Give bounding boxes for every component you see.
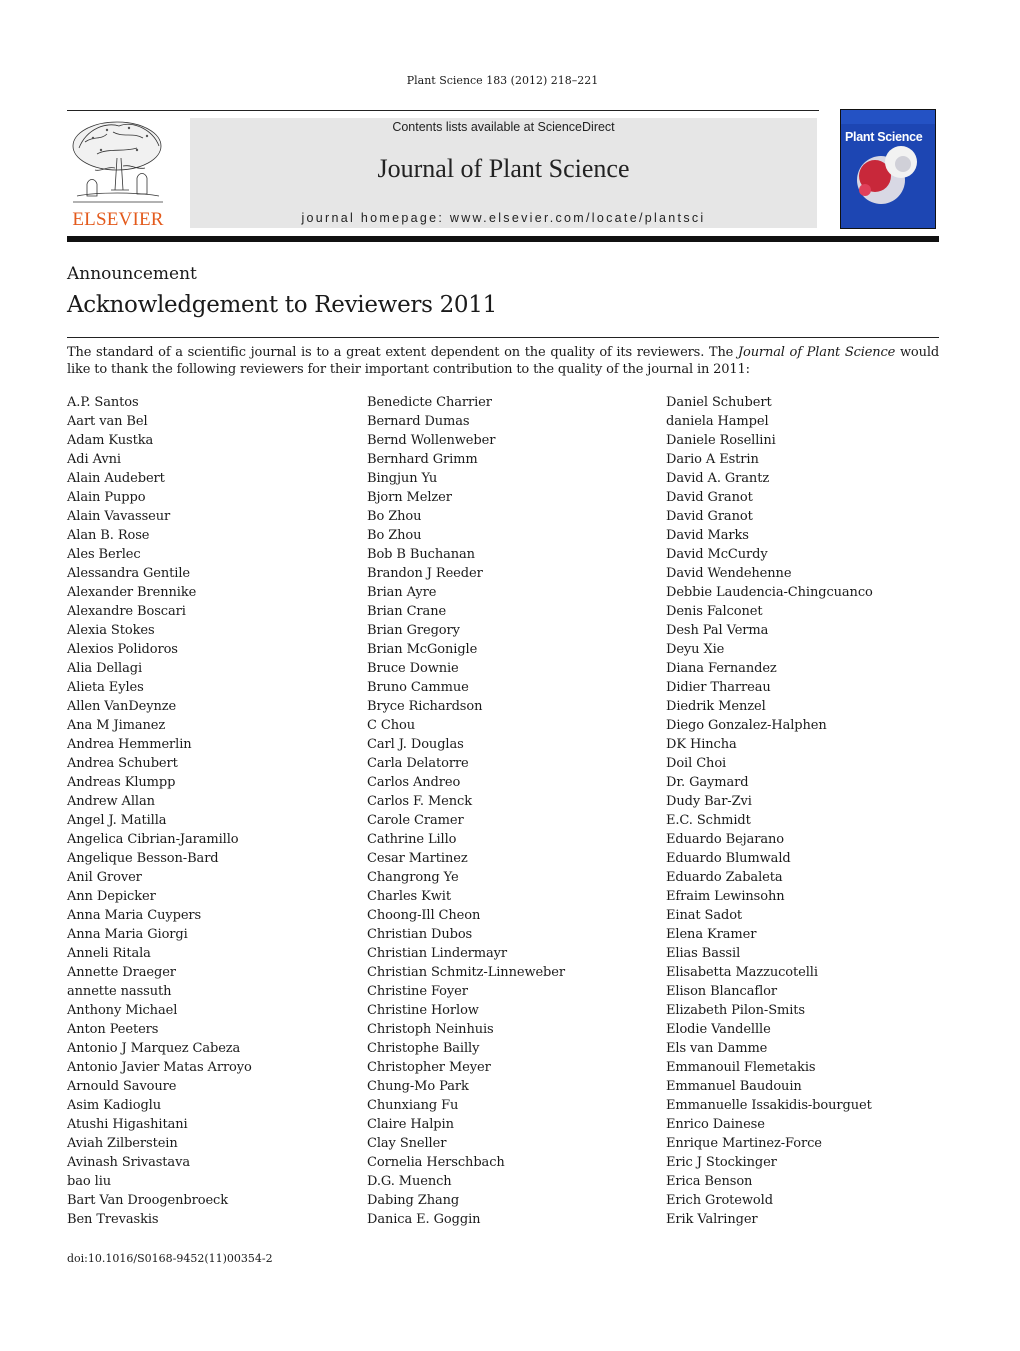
article-title: Acknowledgement to Reviewers 2011: [67, 292, 497, 318]
reviewer-name: Christian Schmitz-Linneweber: [367, 965, 565, 980]
journal-citation: Plant Science 183 (2012) 218–221: [406, 74, 599, 87]
reviewer-name: Anthony Michael: [67, 1003, 178, 1018]
reviewer-name: Adi Avni: [67, 452, 121, 467]
reviewer-name: Choong-Ill Cheon: [367, 908, 481, 923]
reviewer-name: Christoph Neinhuis: [367, 1022, 494, 1037]
reviewer-name: Dr. Gaymard: [666, 775, 749, 790]
reviewer-name: Andrea Hemmerlin: [67, 737, 192, 752]
reviewer-name: Claire Halpin: [367, 1117, 454, 1132]
cover-title: Plant Science: [845, 130, 923, 144]
reviewer-name: Alieta Eyles: [67, 680, 144, 695]
reviewer-name: Anil Grover: [67, 870, 142, 885]
reviewer-name: Eduardo Zabaleta: [666, 870, 783, 885]
reviewer-name: Bryce Richardson: [367, 699, 483, 714]
reviewer-name: Bob B Buchanan: [367, 547, 475, 562]
reviewer-name: Alessandra Gentile: [67, 566, 191, 581]
reviewer-name: Diana Fernandez: [666, 661, 777, 676]
reviewer-name: David Marks: [666, 528, 749, 543]
tree-logo-icon: [67, 118, 169, 208]
reviewer-name: Carole Cramer: [367, 813, 464, 828]
intro-journal-name: Journal of Plant Science: [737, 345, 896, 360]
reviewer-name: Chung-Mo Park: [367, 1079, 469, 1094]
reviewer-name: Brian Gregory: [367, 623, 460, 638]
reviewer-name: Elizabeth Pilon-Smits: [666, 1003, 805, 1018]
reviewer-name: Antonio Javier Matas Arroyo: [67, 1060, 252, 1075]
reviewer-name: DK Hincha: [666, 737, 737, 752]
reviewer-name: Alexia Stokes: [67, 623, 155, 638]
reviewer-name: Eduardo Blumwald: [666, 851, 791, 866]
reviewer-name: Alexios Polidoros: [67, 642, 178, 657]
reviewer-name: Allen VanDeynze: [67, 699, 177, 714]
reviewer-name: Alain Vavasseur: [67, 509, 171, 524]
reviewer-name: Bart Van Droogenbroeck: [67, 1193, 229, 1208]
reviewer-name: Carlos F. Menck: [367, 794, 472, 809]
reviewer-name: Debbie Laudencia-Chingcuanco: [666, 585, 873, 600]
reviewer-name: Changrong Ye: [367, 870, 459, 885]
reviewer-name: Christine Foyer: [367, 984, 468, 999]
reviewer-name: A.P. Santos: [67, 395, 139, 410]
reviewer-name: Eduardo Bejarano: [666, 832, 785, 847]
reviewer-name: Elena Kramer: [666, 927, 757, 942]
reviewer-name: Alan B. Rose: [67, 528, 150, 543]
reviewer-name: Angelica Cibrian-Jaramillo: [67, 832, 239, 847]
reviewer-name: Ann Depicker: [67, 889, 156, 904]
reviewer-name: Dabing Zhang: [367, 1193, 460, 1208]
reviewer-name: Alia Dellagi: [67, 661, 143, 676]
reviewer-name: Clay Sneller: [367, 1136, 447, 1151]
reviewer-name: Bjorn Melzer: [367, 490, 452, 505]
reviewer-name: Aviah Zilberstein: [67, 1136, 178, 1151]
reviewer-name: D.G. Muench: [367, 1174, 452, 1189]
reviewer-name: Aart van Bel: [67, 414, 148, 429]
reviewer-name: Emmanuel Baudouin: [666, 1079, 802, 1094]
cover-art: [841, 110, 935, 228]
publisher-name: ELSEVIER: [72, 209, 164, 230]
reviewer-name: Avinash Srivastava: [67, 1155, 190, 1170]
reviewer-name: Bo Zhou: [367, 528, 422, 543]
reviewer-name: Erich Grotewold: [666, 1193, 773, 1208]
reviewer-name: Elisabetta Mazzucotelli: [666, 965, 818, 980]
reviewer-name: Denis Falconet: [666, 604, 763, 619]
reviewer-name: Diedrik Menzel: [666, 699, 766, 714]
reviewer-name: David A. Grantz: [666, 471, 770, 486]
reviewer-name: Efraim Lewinsohn: [666, 889, 785, 904]
reviewer-name: Carla Delatorre: [367, 756, 469, 771]
reviewer-name: Ben Trevaskis: [67, 1212, 159, 1227]
reviewer-name: Carlos Andreo: [367, 775, 461, 790]
reviewer-name: Annette Draeger: [67, 965, 176, 980]
reviewer-name: Antonio J Marquez Cabeza: [67, 1041, 241, 1056]
reviewer-name: Danica E. Goggin: [367, 1212, 481, 1227]
reviewer-name: Andrew Allan: [67, 794, 155, 809]
reviewer-name: Anna Maria Cuypers: [67, 908, 202, 923]
reviewer-name: Didier Tharreau: [666, 680, 771, 695]
reviewer-name: Brian McGonigle: [367, 642, 478, 657]
reviewer-name: Dudy Bar-Zvi: [666, 794, 752, 809]
reviewer-name: Desh Pal Verma: [666, 623, 769, 638]
reviewer-name: bao liu: [67, 1174, 112, 1189]
reviewer-name: Adam Kustka: [67, 433, 154, 448]
reviewer-name: Anneli Ritala: [67, 946, 151, 961]
reviewer-name: Brian Crane: [367, 604, 447, 619]
reviewer-name: Chunxiang Fu: [367, 1098, 459, 1113]
reviewer-name: Elison Blancaflor: [666, 984, 777, 999]
reviewer-name: Daniele Rosellini: [666, 433, 776, 448]
reviewer-name: Cornelia Herschbach: [367, 1155, 505, 1170]
reviewer-name: Emmanouil Flemetakis: [666, 1060, 816, 1075]
doi[interactable]: doi:10.1016/S0168-9452(11)00354-2: [67, 1252, 273, 1265]
intro-paragraph: [67, 345, 939, 378]
reviewer-name: Christophe Bailly: [367, 1041, 480, 1056]
reviewer-name: Alain Audebert: [67, 471, 165, 486]
reviewer-name: Elias Bassil: [666, 946, 741, 961]
reviewer-name: Christopher Meyer: [367, 1060, 491, 1075]
reviewer-name: Christine Horlow: [367, 1003, 479, 1018]
reviewer-name: Bernd Wollenweber: [367, 433, 496, 448]
reviewer-name: Brian Ayre: [367, 585, 437, 600]
journal-homepage-link[interactable]: journal homepage: www.elsevier.com/locate/plantsci: [301, 211, 706, 225]
reviewer-name: Arnould Savoure: [67, 1079, 177, 1094]
title-rule: [67, 337, 939, 338]
reviewer-name: David Wendehenne: [666, 566, 792, 581]
journal-name: Journal of Plant Science: [377, 154, 630, 183]
reviewer-name: Andrea Schubert: [67, 756, 178, 771]
header-thick-rule: [67, 236, 939, 242]
reviewer-name: Bingjun Yu: [367, 471, 438, 486]
intro-text-end: would like to thank the following reviewers for their important contribution to the quality of the journal in 2011:: [67, 345, 939, 377]
reviewer-name: Bo Zhou: [367, 509, 422, 524]
reviewer-name: David Granot: [666, 509, 753, 524]
reviewer-name: Enrique Martinez-Force: [666, 1136, 822, 1151]
reviewer-name: Angel J. Matilla: [67, 813, 167, 828]
reviewer-name: annette nassuth: [67, 984, 172, 999]
section-label: Announcement: [67, 264, 197, 284]
reviewer-name: Cathrine Lillo: [367, 832, 457, 847]
reviewer-name: Els van Damme: [666, 1041, 768, 1056]
reviewer-name: daniela Hampel: [666, 414, 769, 429]
reviewer-name: Christian Lindermayr: [367, 946, 508, 961]
reviewer-name: Elodie Vandellle: [666, 1022, 771, 1037]
reviewer-name: Bruce Downie: [367, 661, 459, 676]
reviewer-name: Erik Valringer: [666, 1212, 758, 1227]
reviewer-name: Bernard Dumas: [367, 414, 470, 429]
reviewer-name: Christian Dubos: [367, 927, 473, 942]
reviewer-name: Andreas Klumpp: [67, 775, 176, 790]
reviewer-name: Ana M Jimanez: [67, 718, 166, 733]
intro-text-start: The standard of a scientific journal is to a great extent dependent on the quality of its reviewers. The: [67, 345, 738, 360]
reviewer-name: Benedicte Charrier: [367, 395, 492, 410]
reviewer-name: Enrico Dainese: [666, 1117, 765, 1132]
reviewer-name: Emmanuelle Issakidis-bourguet: [666, 1098, 872, 1113]
reviewer-name: Anton Peeters: [67, 1022, 159, 1037]
reviewer-name: Erica Benson: [666, 1174, 753, 1189]
reviewer-name: Daniel Schubert: [666, 395, 772, 410]
reviewer-name: Eric J Stockinger: [666, 1155, 777, 1170]
reviewer-column-1: [67, 393, 252, 1229]
reviewer-name: Carl J. Douglas: [367, 737, 464, 752]
reviewer-column-2: [367, 393, 565, 1229]
reviewer-name: Charles Kwit: [367, 889, 451, 904]
contents-availability-line[interactable]: Contents lists available at ScienceDirect: [392, 120, 615, 134]
reviewer-name: Bernhard Grimm: [367, 452, 478, 467]
reviewer-name: Bruno Cammue: [367, 680, 469, 695]
reviewer-name: Angelique Besson-Bard: [67, 851, 219, 866]
reviewer-name: Ales Berlec: [67, 547, 141, 562]
reviewer-name: E.C. Schmidt: [666, 813, 751, 828]
reviewer-name: David McCurdy: [666, 547, 768, 562]
reviewer-name: Atushi Higashitani: [67, 1117, 188, 1132]
reviewer-name: Asim Kadioglu: [67, 1098, 161, 1113]
reviewer-column-3: [666, 393, 873, 1229]
reviewer-name: Alain Puppo: [67, 490, 146, 505]
reviewer-name: Diego Gonzalez-Halphen: [666, 718, 827, 733]
reviewer-name: Doil Choi: [666, 756, 727, 771]
reviewer-name: Dario A Estrin: [666, 452, 759, 467]
reviewer-name: David Granot: [666, 490, 753, 505]
reviewer-name: Alexander Brennike: [67, 585, 197, 600]
header-top-rule: [67, 110, 819, 111]
reviewer-name: Deyu Xie: [666, 642, 725, 657]
reviewer-name: C Chou: [367, 718, 415, 733]
reviewer-name: Brandon J Reeder: [367, 566, 483, 581]
reviewer-name: Anna Maria Giorgi: [67, 927, 188, 942]
reviewer-name: Cesar Martinez: [367, 851, 468, 866]
reviewer-name: Alexandre Boscari: [67, 604, 186, 619]
journal-cover-image: [840, 109, 936, 229]
reviewer-name: Einat Sadot: [666, 908, 743, 923]
